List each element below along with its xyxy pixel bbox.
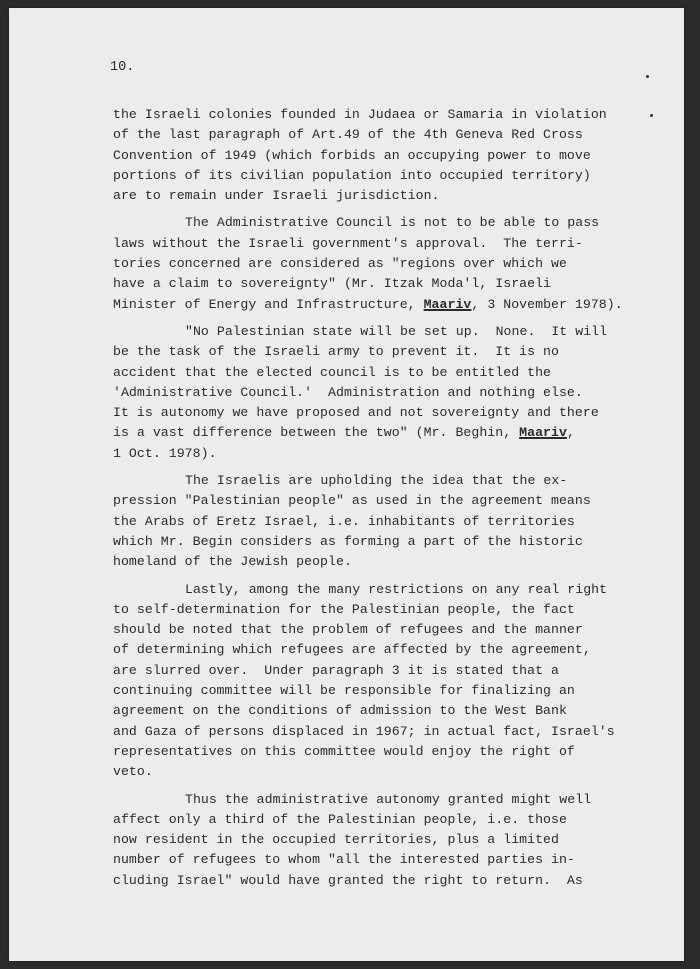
text-line: the Arabs of Eretz Israel, i.e. inhabitants of territories <box>113 513 575 529</box>
text-line: agreement on the conditions of admission to the West Bank <box>113 703 567 719</box>
text-line: the Israeli colonies founded in Judaea or Samaria in violation <box>113 107 607 122</box>
text-line: tories concerned are considered as "regions over which we <box>113 256 567 272</box>
text-line: The Israelis are upholding the idea that the ex- <box>185 473 568 489</box>
text-line: which Mr. Begin considers as forming a part of the historic <box>113 533 583 549</box>
text-line: continuing committee will be responsible for finalizing an <box>113 683 575 699</box>
body-text <box>113 105 673 891</box>
text-line: have a claim to sovereignty" (Mr. Itzak Moda'l, Israeli <box>113 276 552 292</box>
text-line: Thus the administrative autonomy granted might well <box>185 791 592 807</box>
text-line: and Gaza of persons displaced in 1967; in actual fact, Israel's <box>113 723 615 739</box>
text-line: number of refugees to whom "all the interested parties in- <box>113 852 575 868</box>
text-line <box>113 295 673 315</box>
text-line: veto. <box>113 764 153 780</box>
text-segment: , 3 November 1978). <box>471 296 623 312</box>
text-line: cluding Israel" would have granted the right to return. As <box>113 872 583 888</box>
text-line: The Administrative Council is not to be able to pass <box>185 215 600 231</box>
text-line: Convention of 1949 (which forbids an occupying power to move <box>113 147 591 163</box>
newspaper-citation: Maariv <box>519 425 567 441</box>
text-line: representatives on this committee would enjoy the right of <box>113 743 575 759</box>
text-line: of the last paragraph of Art.49 of the 4th Geneva Red Cross <box>113 127 583 143</box>
text-line: laws without the Israeli government's approval. The terri- <box>113 235 583 251</box>
text-line: should be noted that the problem of refugees and the manner <box>113 622 583 638</box>
text-line: portions of its civilian population into occupied territory) <box>113 167 591 183</box>
text-line: accident that the elected council is to be entitled the <box>113 364 552 380</box>
text-segment: Minister of Energy and Infrastructure, <box>113 296 424 312</box>
document-page <box>9 8 684 961</box>
text-line: Lastly, among the many restrictions on any real right <box>185 581 608 597</box>
text-line: be the task of the Israeli army to prevent it. It is no <box>113 344 559 360</box>
text-line: are slurred over. Under paragraph 3 it is stated that a <box>113 662 559 678</box>
text-segment: , <box>566 425 575 441</box>
text-line: homeland of the Jewish people. <box>113 554 352 570</box>
text-line: to self-determination for the Palestinian people, the fact <box>113 601 575 617</box>
text-line: 'Administrative Council.' Administration and nothing else. <box>113 384 583 400</box>
text-segment: is a vast difference between the two" (Mr. Beghin, <box>113 425 520 441</box>
ink-speck <box>646 75 649 78</box>
text-line: are to remain under Israeli jurisdiction. <box>113 188 440 204</box>
text-line: It is autonomy we have proposed and not sovereignty and there <box>113 405 599 421</box>
text-line: of determining which refugees are affected by the agreement, <box>113 642 591 658</box>
text-line: pression "Palestinian people" as used in the agreement means <box>113 493 591 509</box>
text-line: 1 Oct. 1978). <box>113 445 217 461</box>
text-line <box>113 423 673 443</box>
newspaper-citation: Maariv <box>423 296 472 312</box>
text-line: now resident in the occupied territories, plus a limited <box>113 832 559 848</box>
text-line: affect only a third of the Palestinian people, i.e. those <box>113 811 567 827</box>
text-line: "No Palestinian state will be set up. None. It will <box>185 323 608 339</box>
page-number: 10. <box>110 60 135 75</box>
